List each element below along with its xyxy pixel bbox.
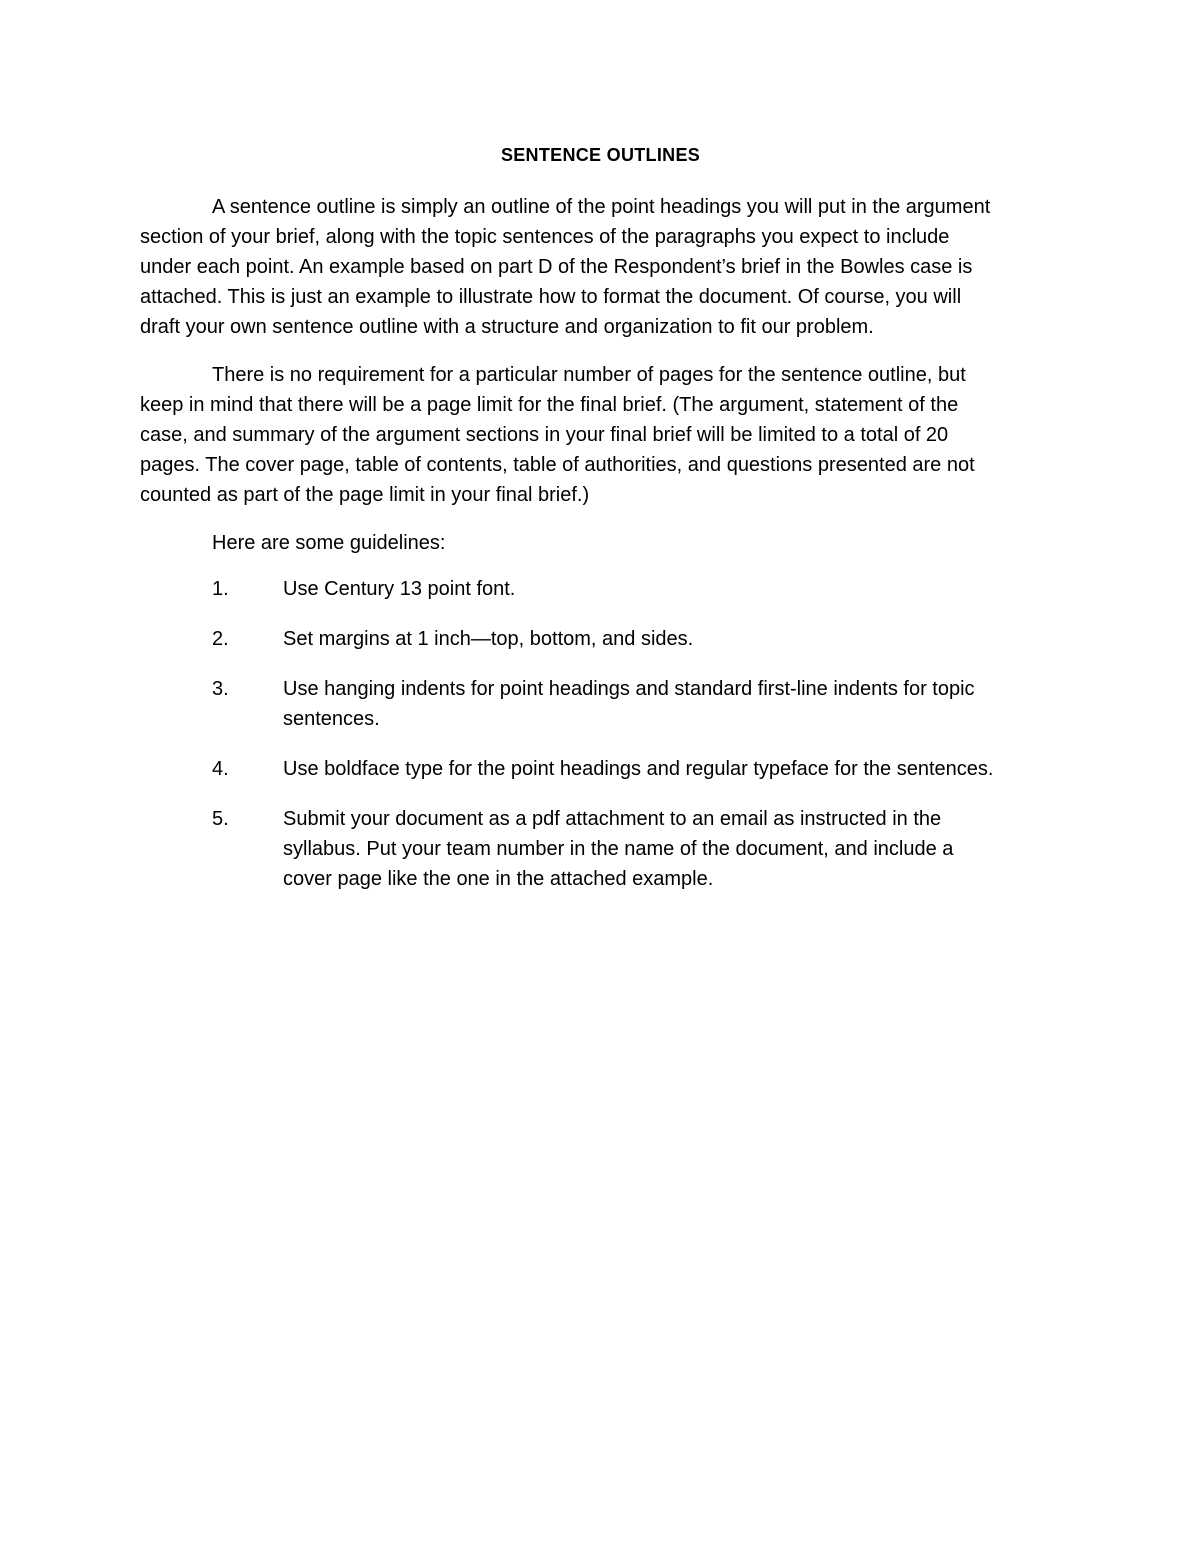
guidelines-intro: Here are some guidelines: xyxy=(212,532,446,554)
guideline-item xyxy=(140,754,1075,784)
guideline-line: Submit your document as a pdf attachment to an email as instructed in the xyxy=(283,808,942,830)
paragraph-line: draft your own sentence outline with a structure and organization to fit our problem. xyxy=(140,316,874,338)
paragraph-line: section of your brief, along with the topic sentences of the paragraphs you expect to include xyxy=(140,226,950,248)
paragraph-line: A sentence outline is simply an outline of the point headings you will put in the argument xyxy=(212,196,991,218)
guideline-item xyxy=(140,674,1075,734)
paragraph-line: attached. This is just an example to illustrate how to format the document. Of course, you will xyxy=(140,286,962,308)
guideline-line: sentences. xyxy=(283,708,380,730)
document-body xyxy=(140,140,1075,914)
guidelines-list xyxy=(140,574,1075,894)
guideline-line: Set margins at 1 inch—top, bottom, and sides. xyxy=(283,628,694,650)
guideline-number: 1. xyxy=(212,578,229,600)
guideline-line: Use hanging indents for point headings and standard first-line indents for topic xyxy=(283,678,975,700)
guideline-number: 4. xyxy=(212,758,229,780)
guideline-item xyxy=(140,574,1075,604)
guideline-number: 5. xyxy=(212,808,229,830)
paragraph-line: pages. The cover page, table of contents, table of authorities, and questions presented are not xyxy=(140,454,975,476)
guideline-line: Use Century 13 point font. xyxy=(283,578,516,600)
guideline-item xyxy=(140,624,1075,654)
paragraph-page-limit xyxy=(140,360,1075,510)
guideline-number: 2. xyxy=(212,628,229,650)
guideline-line: cover page like the one in the attached example. xyxy=(283,868,714,890)
document-title: SENTENCE OUTLINES xyxy=(500,145,701,165)
paragraph-line: There is no requirement for a particular number of pages for the sentence outline, but xyxy=(212,364,966,386)
paragraph-line: counted as part of the page limit in your final brief.) xyxy=(140,484,590,506)
paragraph-line: case, and summary of the argument sections in your final brief will be limited to a total of 20 xyxy=(140,424,949,446)
guideline-number: 3. xyxy=(212,678,229,700)
paragraph-intro xyxy=(140,192,1075,342)
paragraph-line: keep in mind that there will be a page limit for the final brief. (The argument, statement of the xyxy=(140,394,959,416)
guideline-item xyxy=(140,804,1075,894)
guideline-line: syllabus. Put your team number in the name of the document, and include a xyxy=(283,838,954,860)
paragraph-line: under each point. An example based on part D of the Respondent’s brief in the Bowles case is xyxy=(140,256,973,278)
guideline-line: Use boldface type for the point headings and regular typeface for the sentences. xyxy=(283,758,994,780)
